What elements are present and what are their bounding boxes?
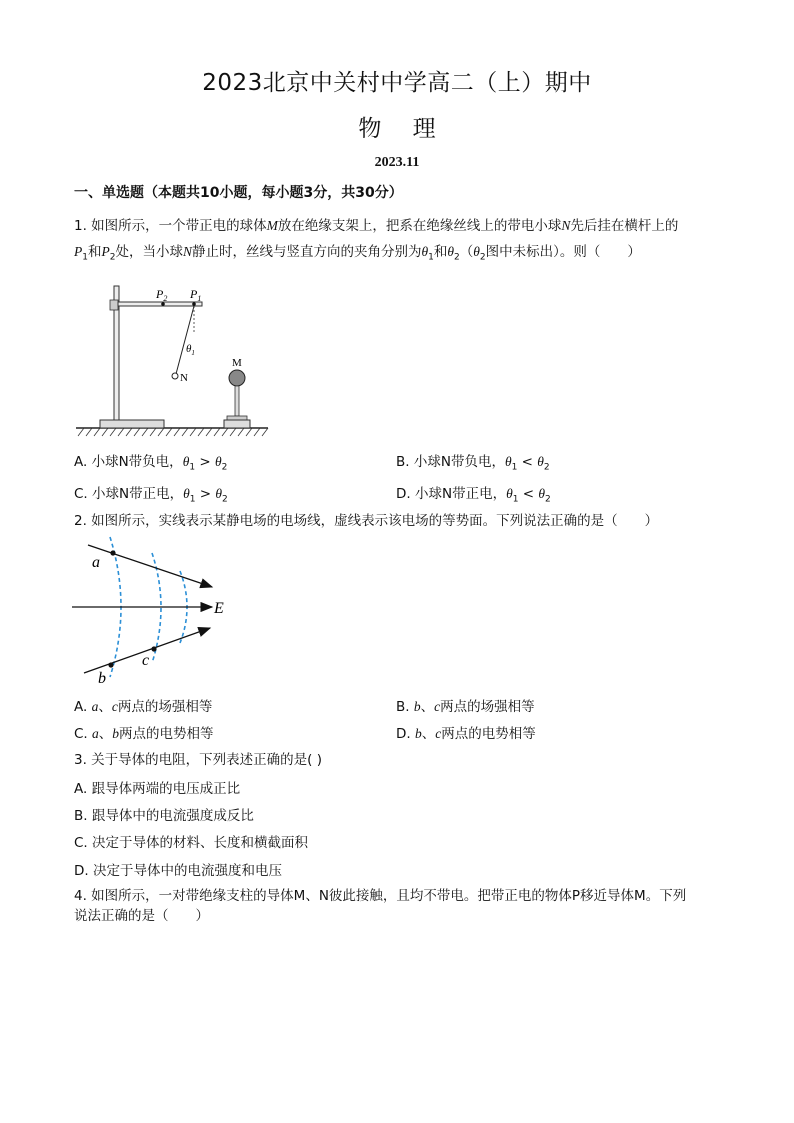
stand-base	[100, 420, 164, 428]
point-a	[110, 550, 115, 555]
crossbar	[118, 302, 202, 306]
label-p1: $P_1$	[190, 287, 202, 303]
q2-option-a[interactable]: A. a、c两点的场强相等	[74, 699, 213, 715]
q3-option-c[interactable]: C. 决定于导体的材料、长度和横截面积	[74, 835, 309, 851]
label-theta1: $\theta_1$	[186, 343, 195, 357]
ball-n	[172, 373, 178, 379]
clamp	[110, 300, 118, 310]
q2-option-b[interactable]: B. b、c两点的场强相等	[396, 699, 535, 715]
label-n: N	[180, 372, 188, 384]
question-2-text: 2. 如图所示，实线表示某静电场的电场线，虚线表示该电场的等势面。下列说法正确的是（ ）	[74, 513, 659, 529]
exam-date: 2023.11	[374, 155, 420, 170]
label-c: c	[142, 652, 150, 669]
label-a: a	[92, 554, 100, 571]
question-1-text: 1. 如图所示，一个带正电的球体M放在绝缘支架上，把系在绝缘丝线上的带电小球N先后挂在横杆上的 $P_1$和$P_2$处，当小球N静止时，丝线与竖直方向的夹角分别为$\theta_1$和$\theta_2(\theta_2$图中未标出）。则（ ）	[74, 218, 679, 263]
q3-option-a[interactable]: A. 跟导体两端的电压成正比	[74, 781, 241, 797]
q2-option-d[interactable]: D. b、c两点的电势相等	[396, 726, 536, 742]
question-2-figure	[70, 535, 240, 685]
ground-hatching	[78, 428, 268, 436]
point-b	[108, 662, 113, 667]
sphere-m	[229, 370, 245, 386]
q1-option-a[interactable]: A. 小球N带负电，$\theta_1 > \theta_2$	[74, 454, 228, 473]
q3-option-d[interactable]: D. 决定于导体中的电流强度和电压	[74, 863, 282, 879]
support-mount	[227, 416, 247, 420]
label-m: M	[232, 357, 242, 369]
question-1-figure	[72, 282, 272, 438]
point-p1	[192, 302, 196, 306]
q3-option-b[interactable]: B. 跟导体中的电流强度成反比	[74, 808, 254, 824]
label-b: b	[98, 670, 106, 685]
question-3-text: 3. 关于导体的电阻，下列表述正确的是( )	[74, 752, 322, 768]
page-title: 2023北京中关村中学高二（上）期中	[202, 70, 592, 96]
label-e: E	[214, 600, 224, 617]
subject-title: 物 理	[358, 116, 436, 142]
q1-option-d[interactable]: D. 小球N带正电，$\theta_1 < \theta_2$	[396, 486, 551, 505]
point-c	[151, 646, 156, 651]
section-heading: 一、单选题（本题共10小题，每小题3分，共30分）	[74, 185, 403, 201]
field-line-top	[88, 545, 212, 587]
support-base	[224, 420, 250, 428]
silk-thread	[176, 306, 194, 374]
q2-option-c[interactable]: C. a、b两点的电势相等	[74, 726, 214, 742]
q1-option-c[interactable]: C. 小球N带正电，$\theta_1 > \theta_2$	[74, 486, 228, 505]
insulating-support	[235, 386, 239, 416]
q1-option-b[interactable]: B. 小球N带负电，$\theta_1 < \theta_2$	[396, 454, 550, 473]
label-p2: $P_2$	[156, 287, 168, 303]
question-4-text: 4. 如图所示，一对带绝缘支柱的导体M、N彼此接触，且均不带电。把带正电的物体P移近导体M。下列 说法正确的是（ ）	[74, 888, 687, 924]
